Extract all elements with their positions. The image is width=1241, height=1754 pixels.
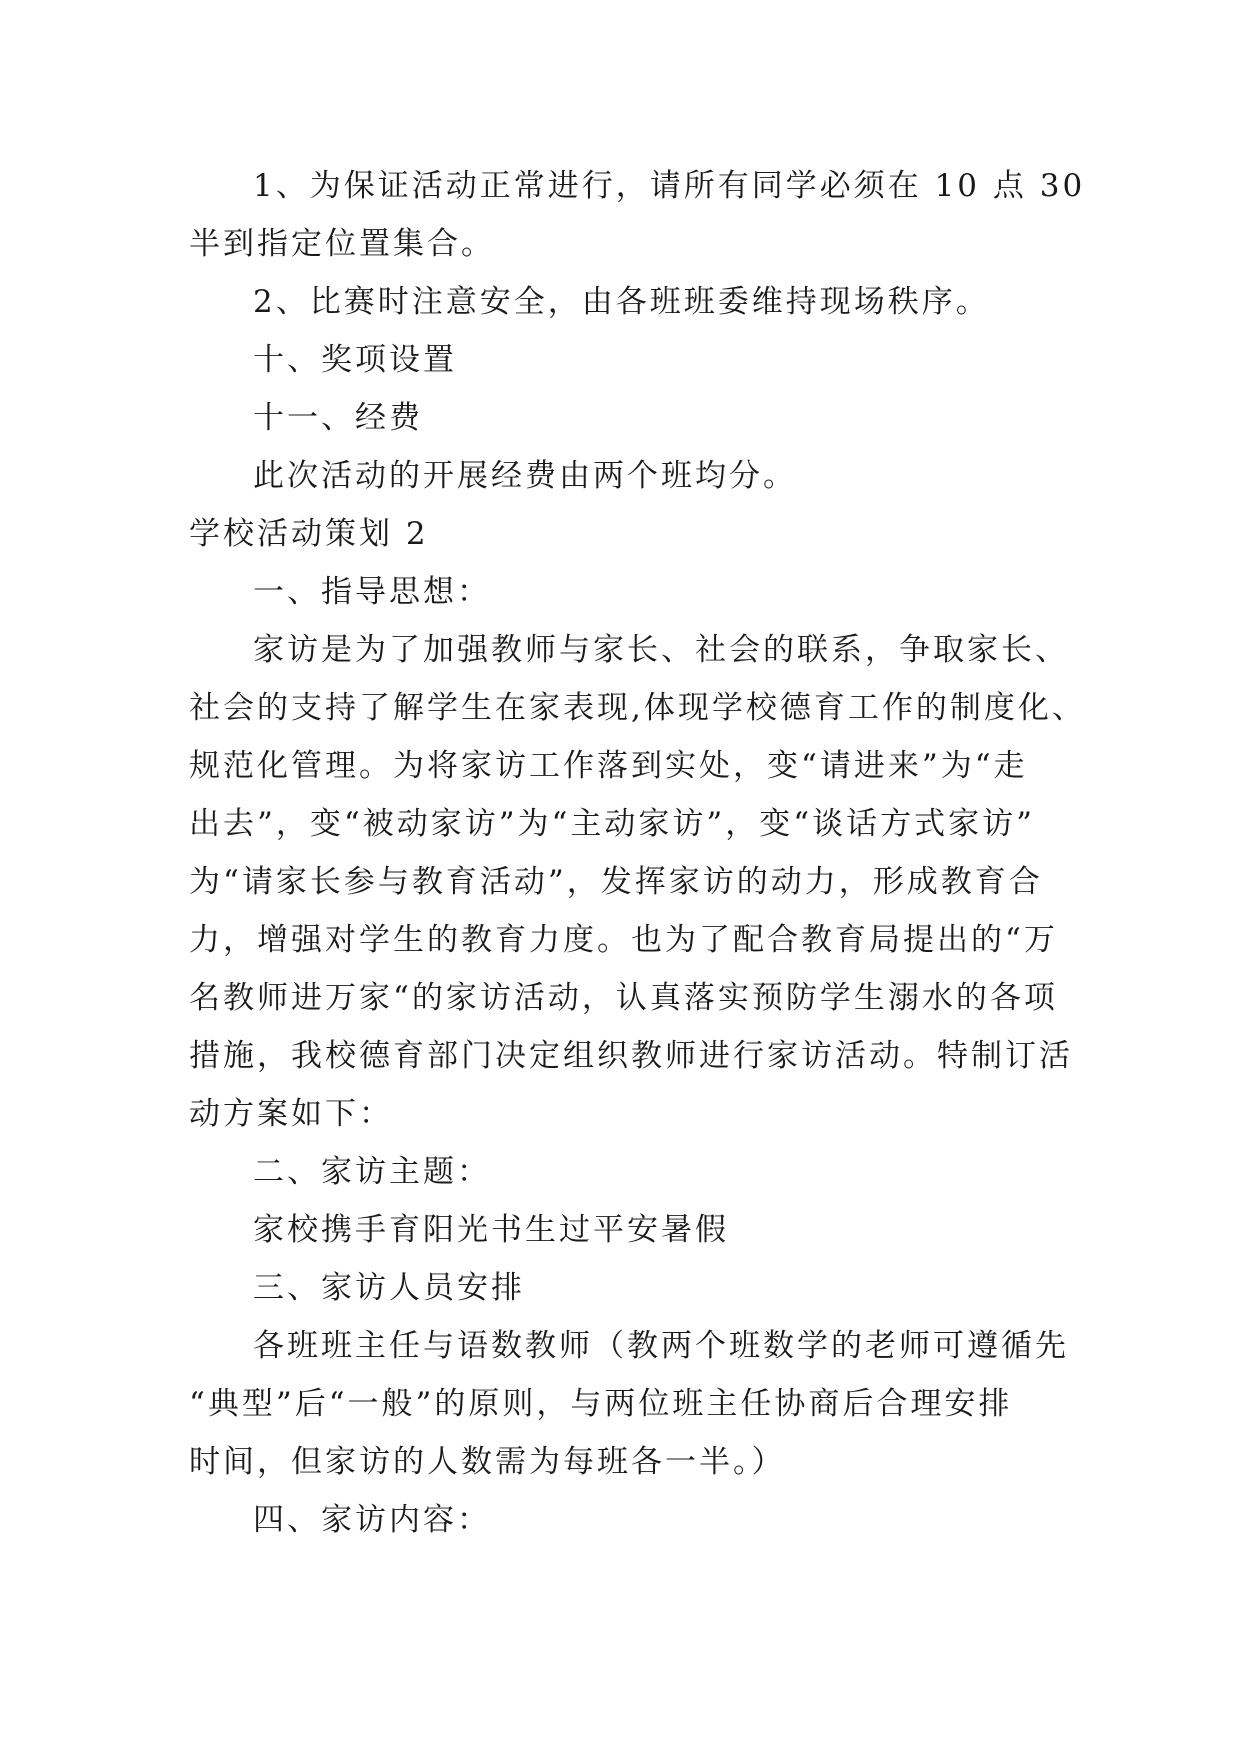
paragraph-line: 措施，我校德育部门决定组织教师进行家访活动。特制订活 <box>189 1038 1073 1074</box>
paragraph-line: 力，增强对学生的教育力度。也为了配合教育局提出的“万 <box>189 922 1058 958</box>
paragraph-line: 家访是为了加强教师与家长、社会的联系，争取家长、 <box>253 632 1069 668</box>
paragraph-line: 动方案如下： <box>189 1096 393 1132</box>
paragraph-line: 出去”，变“被动家访”为“主动家访”，变“谈话方式家访” <box>189 806 1035 842</box>
paragraph-line: 2、比赛时注意安全，由各班班委维持现场秩序。 <box>253 284 990 320</box>
section-heading: 十、奖项设置 <box>253 342 457 378</box>
section-heading: 四、家访内容： <box>253 1502 491 1538</box>
paragraph-line: 为“请家长参与教育活动”，发挥家访的动力，形成教育合 <box>189 864 1043 900</box>
paragraph-line: 1、为保证活动正常进行，请所有同学必须在 10 点 30 <box>253 168 1086 204</box>
paragraph-line: 家校携手育阳光书生过平安暑假 <box>253 1212 729 1248</box>
paragraph-line: 此次活动的开展经费由两个班均分。 <box>253 458 797 494</box>
section-heading: 三、家访人员安排 <box>253 1270 525 1306</box>
paragraph-line: 各班班主任与语数教师（教两个班数学的老师可遵循先 <box>253 1328 1069 1364</box>
section-heading: 二、家访主题： <box>253 1154 491 1190</box>
paragraph-line: 名教师进万家“的家访活动，认真落实预防学生溺水的各项 <box>189 980 1058 1016</box>
document-title: 学校活动策划 2 <box>189 516 429 552</box>
section-heading: 十一、经费 <box>253 400 423 436</box>
paragraph-line: 规范化管理。为将家访工作落到实处，变“请进来”为“走 <box>189 748 1028 784</box>
paragraph-line: 半到指定位置集合。 <box>189 226 495 262</box>
paragraph-line: “典型”后“一般”的原则，与两位班主任协商后合理安排 <box>189 1386 1013 1422</box>
section-heading: 一、指导思想： <box>253 574 491 610</box>
paragraph-line: 社会的支持了解学生在家表现,体现学校德育工作的制度化、 <box>189 690 1086 726</box>
paragraph-line: 时间，但家访的人数需为每班各一半。） <box>189 1444 786 1480</box>
